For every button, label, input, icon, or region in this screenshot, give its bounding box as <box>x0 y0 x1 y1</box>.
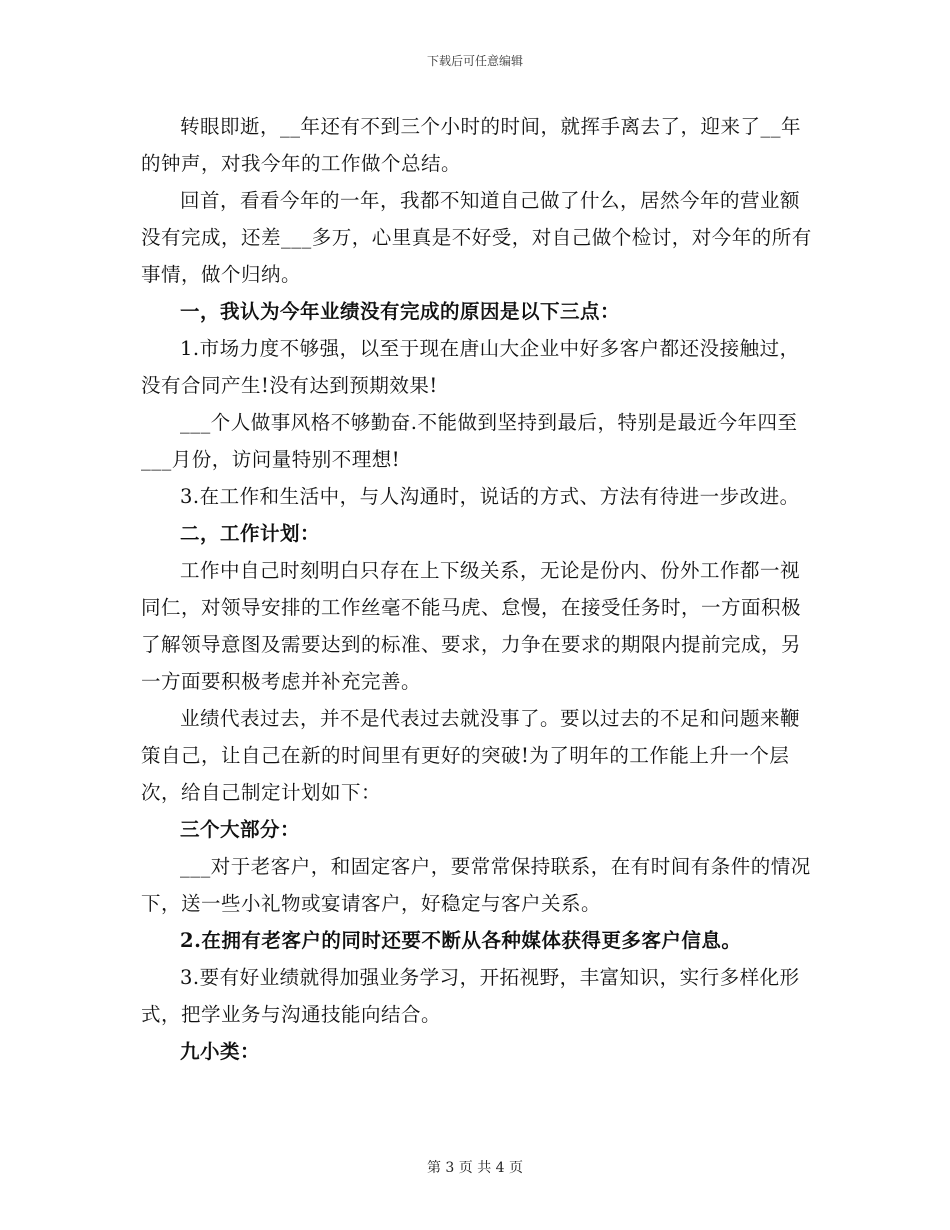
page-number: 第 3 页 共 4 页 <box>426 1160 524 1176</box>
paragraph-reason-1: 1.市场力度不够强，以至于现在唐山大企业中好多客户都还没接触过，没有合同产生!没有达到预期效果! <box>141 337 800 397</box>
section-heading-three-parts: 三个大部分： <box>180 818 301 841</box>
paragraph-part-3: 3.要有好业绩就得加强业务学习，开拓视野，丰富知识，实行多样化形式，把学业务与沟通技能向结合。 <box>141 966 800 1026</box>
paragraph-plan-performance: 业绩代表过去，并不是代表过去就没事了。要以过去的不足和问题来鞭策自己，让自己在新的时间里有更好的突破!为了明年的工作能上升一个层次，给自己制定计划如下： <box>141 707 801 804</box>
header-note: 下载后可任意编辑 <box>426 54 523 68</box>
paragraph-intro: 转眼即逝，__年还有不到三个小时的时间，就挥手离去了，迎来了__年的钟声，对我今年的工作做个总结。 <box>141 115 802 175</box>
section-heading-nine-categories: 九小类： <box>180 1040 261 1063</box>
paragraph-reason-2: ___个人做事风格不够勤奋.不能做到坚持到最后，特别是最近今年四至___月份，访问量特别不理想! <box>141 411 798 471</box>
paragraph-plan-work: 工作中自己时刻明白只存在上下级关系，无论是份内、份外工作都一视同仁，对领导安排的工作丝毫不能马虎、怠慢，在接受任务时，一方面积极了解领导意图及需要达到的标准、要求，力争在要求的期限内提前完成，另一方面要积极考虑并补充完善。 <box>141 559 802 693</box>
section-heading-plan: 二，工作计划： <box>180 522 321 545</box>
paragraph-review: 回首，看看今年的一年，我都不知道自己做了什么，居然今年的营业额没有完成，还差___多万，心里真是不好受，对自己做个检讨，对今年的所有事情，做个归纳。 <box>141 189 812 286</box>
document-body <box>141 108 813 1070</box>
paragraph-reason-3: 3.在工作和生活中，与人沟通时，说话的方式、方法有待进一步改进。 <box>180 485 800 508</box>
paragraph-part-1: ___对于老客户，和固定客户，要常常保持联系，在有时间有条件的情况下，送一些小礼物或宴请客户，好稳定与客户关系。 <box>141 855 811 915</box>
paragraph-part-2: 2.在拥有老客户的同时还要不断从各种媒体获得更多客户信息。 <box>180 929 742 952</box>
section-heading-reasons: 一，我认为今年业绩没有完成的原因是以下三点： <box>180 300 621 323</box>
